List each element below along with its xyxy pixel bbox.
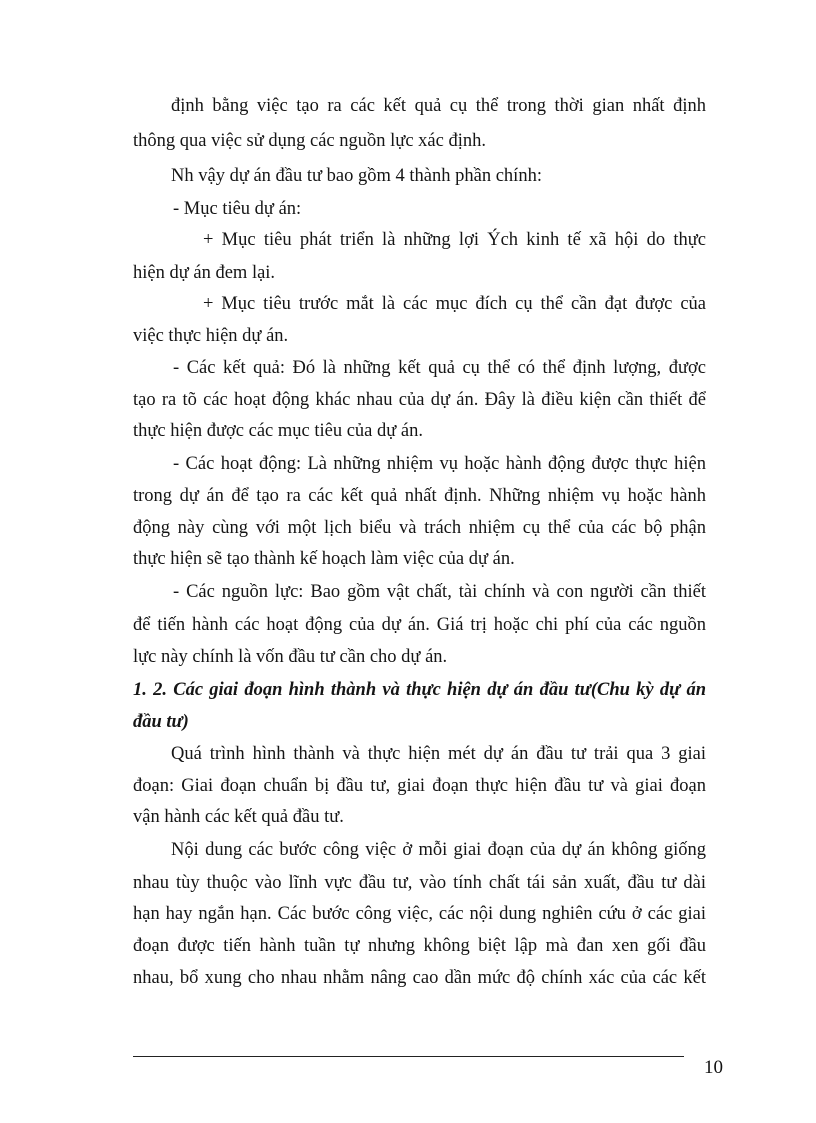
body-line: nhau, bổ xung cho nhau nhằm nâng cao dần mức độ chính xác của các kết <box>133 968 706 988</box>
body-line: trong dự án để tạo ra các kết quả nhất định. Những nhiệm vụ hoặc hành <box>133 486 706 506</box>
body-line: việc thực hiện dự án. <box>133 326 289 346</box>
body-line: Nh vậy dự án đầu tư bao gồm 4 thành phần chính: <box>171 166 542 186</box>
body-line: hiện dự án đem lại. <box>133 263 276 283</box>
body-line: tạo ra tõ các hoạt động khác nhau của dự án. Đây là điều kiện cần thiết để <box>133 390 706 410</box>
footer-rule <box>133 1056 684 1057</box>
body-line: + Mục tiêu phát triển là những lợi Ých kinh tế xã hội do thực <box>203 230 706 250</box>
body-line: lực này chính là vốn đầu tư cần cho dự án. <box>133 647 448 667</box>
bullet-heading: - Mục tiêu dự án: <box>173 199 302 219</box>
body-line: - Các kết quả: Đó là những kết quả cụ thể có thể định lượng, được <box>173 358 706 378</box>
body-line: thực hiện sẽ tạo thành kế hoạch làm việc của dự án. <box>133 549 515 569</box>
body-line: Quá trình hình thành và thực hiện mét dự án đầu tư trải qua 3 giai <box>171 744 706 764</box>
body-line: Nội dung các bước công việc ở mỗi giai đoạn của dự án không giống <box>171 840 706 860</box>
section-heading-cont: đầu tư) <box>133 712 189 732</box>
body-line: nhau tùy thuộc vào lĩnh vực đầu tư, vào tính chất tái sản xuất, đầu tư dài <box>133 873 706 893</box>
section-heading: 1. 2. Các giai đoạn hình thành và thực hiện dự án đầu tư(Chu kỳ dự án <box>133 680 706 700</box>
body-line: hạn hay ngắn hạn. Các bước công việc, các nội dung nghiên cứu ở các giai <box>133 904 706 924</box>
page-number: 10 <box>704 1057 723 1078</box>
body-line: thông qua việc sử dụng các nguồn lực xác định. <box>133 131 486 151</box>
body-line: + Mục tiêu trước mắt là các mục đích cụ thể cần đạt được của <box>203 294 706 314</box>
body-line: vận hành các kết quả đầu tư. <box>133 807 344 827</box>
body-line: đoạn: Giai đoạn chuẩn bị đầu tư, giai đoạn thực hiện đầu tư và giai đoạn <box>133 776 706 796</box>
body-line: định bằng việc tạo ra các kết quả cụ thể trong thời gian nhất định <box>171 96 706 116</box>
body-line: - Các nguồn lực: Bao gồm vật chất, tài chính và con người cần thiết <box>173 582 706 602</box>
body-line: - Các hoạt động: Là những nhiệm vụ hoặc hành động được thực hiện <box>173 454 706 474</box>
body-line: động này cùng với một lịch biểu và trách nhiệm cụ thể của các bộ phận <box>133 518 706 538</box>
body-line: thực hiện được các mục tiêu của dự án. <box>133 421 424 441</box>
body-line: đoạn được tiến hành tuần tự nhưng không biệt lập mà đan xen gối đầu <box>133 936 706 956</box>
body-line: để tiến hành các hoạt động của dự án. Giá trị hoặc chi phí của các nguồn <box>133 615 706 635</box>
